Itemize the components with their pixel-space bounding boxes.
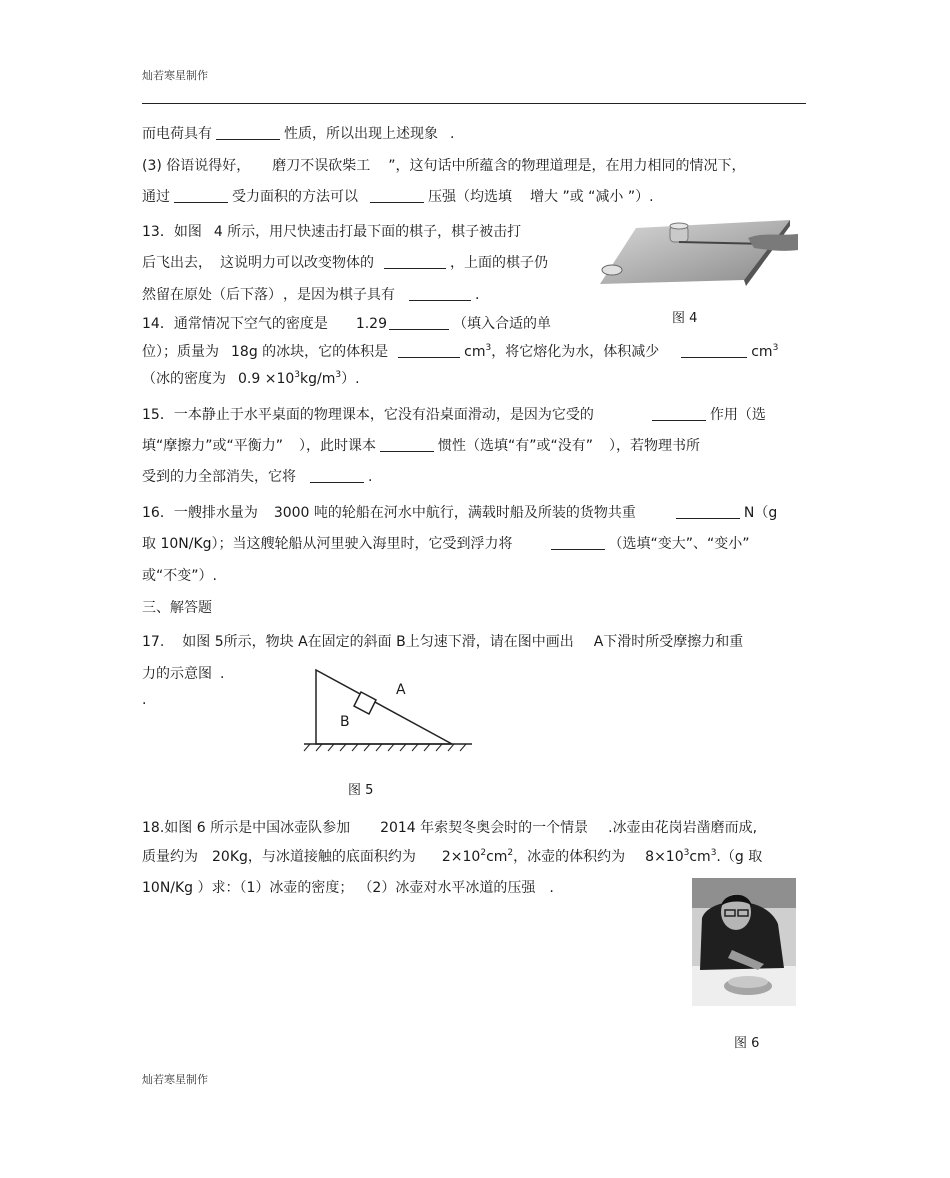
answer-blank bbox=[384, 254, 446, 269]
text-line-2: (3) 俗语说得好， 磨刀不误砍柴工 ”，这句话中所蕴含的物理道理是，在用力相同的情况下， bbox=[142, 158, 746, 174]
figure-6-photo bbox=[692, 878, 796, 1006]
stray-dot: . bbox=[142, 692, 147, 708]
page-header: 灿若寒星制作 bbox=[142, 69, 208, 82]
question-18-line-2: 质量约为 20Kg，与冰道接触的底面积约为 $2\times 10^2cm^2$，冰壶的体积约为 $8\times 10^3cm^3.(g$ 取 bbox=[142, 848, 763, 865]
text-line-3: 通过 受力面积的方法可以 压强（均选填 增大 ”或 “减小 ”）. bbox=[142, 189, 654, 205]
question-14-line-3: （冰的密度为 $0.9 \times 10^3kg/m^3$）. bbox=[142, 370, 360, 387]
figure-4-caption: 图 4 bbox=[672, 311, 698, 326]
question-13-line-1: 13．如图 4 所示，用尺快速击打最下面的棋子，棋子被击打 bbox=[142, 224, 522, 240]
answer-blank bbox=[216, 125, 280, 140]
question-17-line-2: 力的示意图 . bbox=[142, 666, 225, 682]
answer-blank bbox=[681, 343, 747, 358]
question-18-line-1: 18.如图 6 所示是中国冰壶队参加 2014 年索契冬奥会时的一个情景 .冰壶由花岗岩凿磨而成, bbox=[142, 820, 758, 836]
answer-blank bbox=[389, 315, 449, 330]
answer-blank bbox=[398, 343, 460, 358]
answer-blank bbox=[652, 406, 706, 421]
answer-blank bbox=[676, 504, 740, 519]
page-footer: 灿若寒星制作 bbox=[142, 1073, 208, 1086]
answer-blank bbox=[380, 437, 434, 452]
question-14-line-1: 14．通常情况下空气的密度是 1.29 （填入合适的单 bbox=[142, 316, 551, 332]
section-3-heading: 三、解答题 bbox=[142, 600, 212, 616]
figure-5-label-b: B bbox=[340, 714, 350, 730]
answer-blank bbox=[310, 468, 364, 483]
question-13-line-3: 然留在原处（后下落） ，是因为棋子具有 . bbox=[142, 287, 480, 303]
question-13-line-2: 后飞出去， 这说明力可以改变物体的 ，上面的棋子仍 bbox=[142, 255, 548, 271]
question-16-line-3: 或“不变”）. bbox=[142, 568, 217, 584]
answer-blank bbox=[551, 535, 605, 550]
figure-5-label-a: A bbox=[396, 682, 406, 698]
figure-5-caption: 图 5 bbox=[348, 783, 374, 798]
figure-6-caption: 图 6 bbox=[734, 1036, 760, 1051]
answer-blank bbox=[174, 188, 228, 203]
question-18-line-3: 10N/Kg ）求：（1）冰壶的密度； （2）冰壶对水平冰道的压强 . bbox=[142, 880, 554, 896]
answer-blank bbox=[409, 286, 471, 301]
question-15-line-1: 15．一本静止于水平桌面的物理课本，它没有沿桌面滑动，是因为它受的 作用（选 bbox=[142, 407, 766, 423]
question-16-line-1: 16．一艘排水量为 3000 吨的轮船在河水中航行，满载时船及所装的货物共重 N（g bbox=[142, 505, 778, 521]
question-15-line-2: 填“摩擦力”或“平衡力” ），此时课本 惯性（选填“有”或“没有” ），若物理书所 bbox=[142, 438, 701, 454]
question-16-line-2: 取 10N/Kg）；当这艘轮船从河里驶入海里时，它受到浮力将 （选填“变大”、“变小” bbox=[142, 536, 750, 552]
figure-5-diagram bbox=[300, 664, 476, 756]
question-15-line-3: 受到的力全部消失，它将 . bbox=[142, 469, 373, 485]
header-rule bbox=[142, 103, 806, 104]
text-line-1: 而电荷具有 性质，所以出现上述现象 . bbox=[142, 126, 455, 142]
question-17-line-1: 17. 如图 5所示，物块 A在固定的斜面 B上匀速下滑，请在图中画出 A下滑时所受摩擦力和重 bbox=[142, 634, 744, 650]
figure-4-image bbox=[598, 214, 798, 288]
question-14-line-2: 位）；质量为 18g 的冰块，它的体积是 $cm^3$，将它熔化为水，体积减少 $cm^3$ bbox=[142, 343, 779, 360]
answer-blank bbox=[370, 188, 424, 203]
